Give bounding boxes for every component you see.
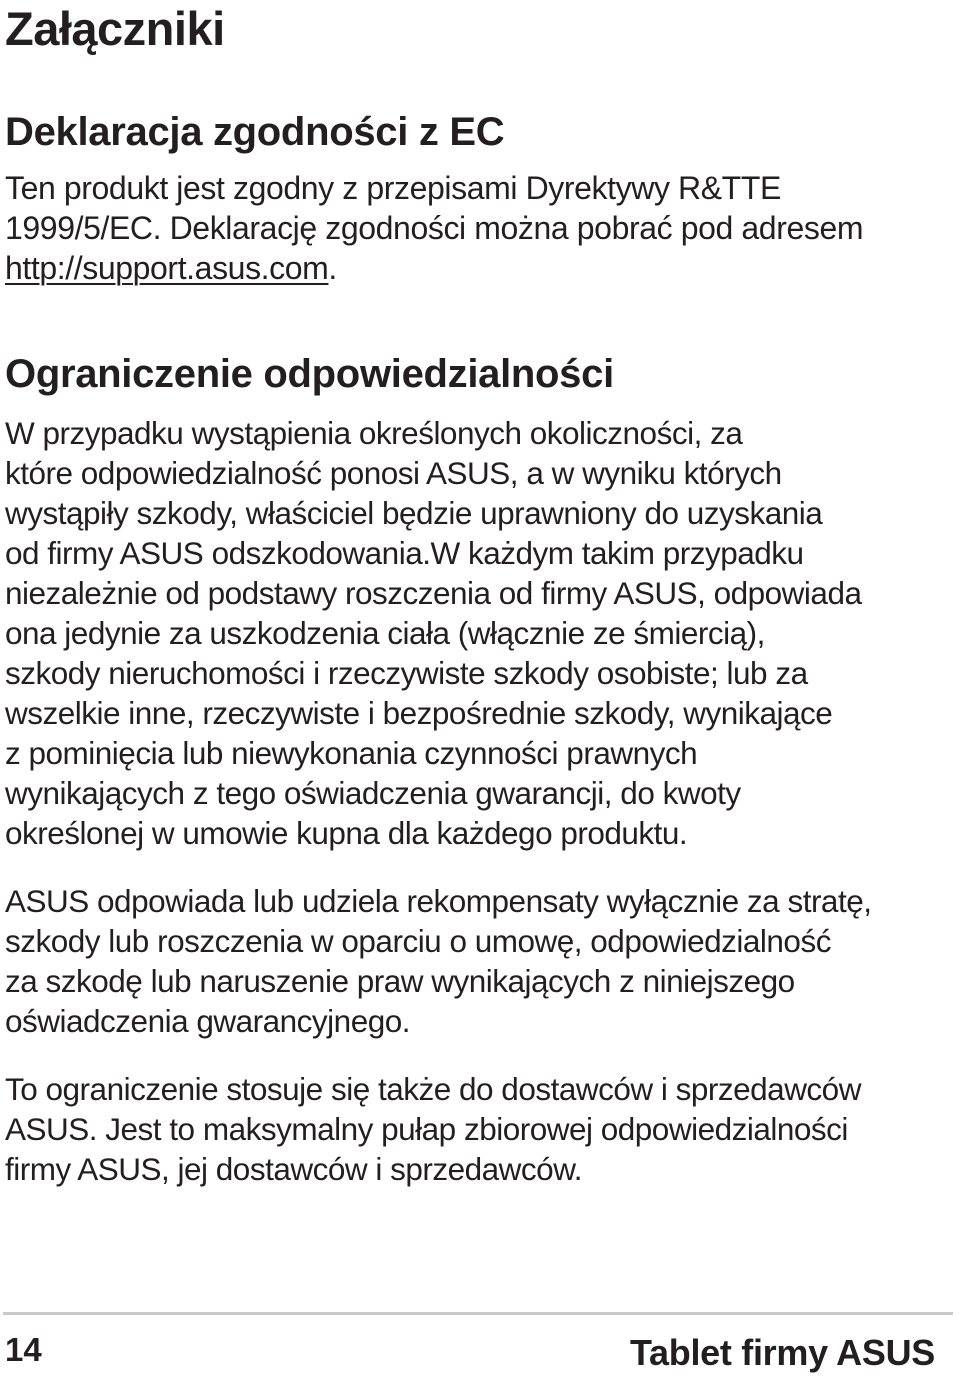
support-url-link[interactable]: http://support.asus.com [5,250,329,286]
paragraph-line: wszelkie inne, rzeczywiste i bezpośrednie szkody, wynikające [5,695,833,731]
paragraph-line: wynikających z tego oświadczenia gwarancji, do kwoty [5,775,741,811]
page-title: Załączniki [5,2,225,55]
footer-title: Tablet firmy ASUS [630,1332,935,1373]
page-number: 14 [5,1331,42,1368]
paragraph-line: za szkodę lub naruszenie praw wynikających z niniejszego [5,963,795,999]
paragraph-line: To ograniczenie stosuje się także do dostawców i sprzedawców [5,1071,861,1107]
ec-declaration-line: Ten produkt jest zgodny z przepisami Dyrektywy R&TTE [5,170,781,206]
liability-heading: Ograniczenie odpowiedzialności [5,352,614,396]
paragraph-line: które odpowiedzialność ponosi ASUS, a w wyniku których [5,455,782,491]
ec-declaration-url-line [5,248,863,288]
paragraph-line: ASUS odpowiada lub udziela rekompensaty wyłącznie za stratę, [5,883,872,919]
paragraph-line: W przypadku wystąpienia określonych okoliczności, za [5,415,743,451]
ec-declaration-text [5,168,863,288]
paragraph-line: z pominięcia lub niewykonania czynności prawnych [5,735,698,771]
paragraph-line: szkody lub roszczenia w oparciu o umowę, odpowiedzialność [5,923,831,959]
liability-paragraph-1 [5,413,861,853]
liability-paragraph-2 [5,881,871,1041]
paragraph-line: określonej w umowie kupna dla każdego produktu. [5,815,688,851]
url-period: . [328,250,337,286]
paragraph-line: szkody nieruchomości i rzeczywiste szkody osobiste; lub za [5,655,808,691]
paragraph-line: wystąpiły szkody, właściciel będzie uprawniony do uzyskania [5,495,823,531]
paragraph-line: oświadczenia gwarancyjnego. [5,1003,410,1039]
paragraph-line: ASUS. Jest to maksymalny pułap zbiorowej odpowiedzialności [5,1111,848,1147]
footer-divider [3,1312,953,1315]
paragraph-line: firmy ASUS, jej dostawców i sprzedawców. [5,1151,582,1187]
ec-declaration-heading: Deklaracja zgodności z EC [5,110,505,154]
paragraph-line: ona jedynie za uszkodzenia ciała (włącznie ze śmiercią), [5,615,765,651]
paragraph-line: niezależnie od podstawy roszczenia od firmy ASUS, odpowiada [5,575,862,611]
ec-declaration-line: 1999/5/EC. Deklarację zgodności można pobrać pod adresem [5,210,864,246]
liability-paragraph-3 [5,1069,861,1189]
paragraph-line: od firmy ASUS odszkodowania.W każdym takim przypadku [5,535,804,571]
